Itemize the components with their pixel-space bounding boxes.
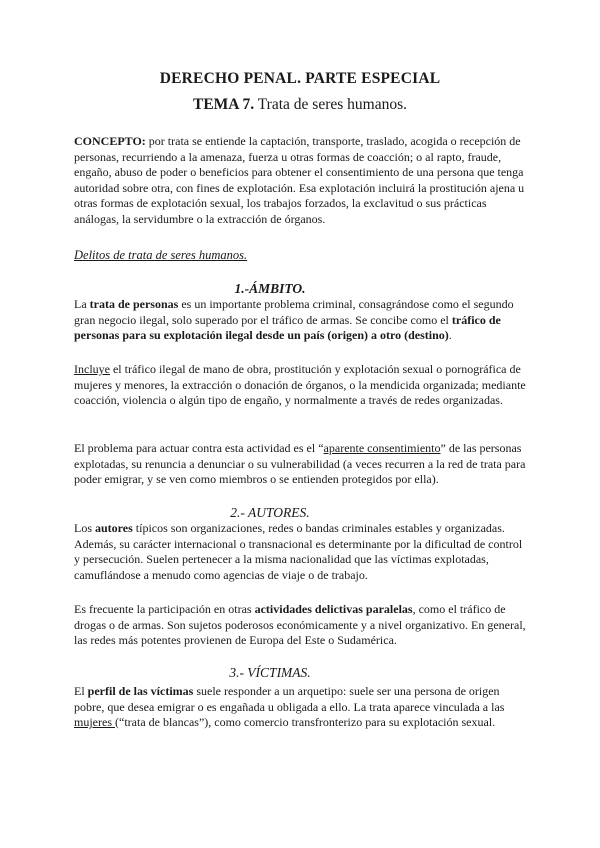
text-run: El: [74, 684, 88, 698]
text-run: .: [448, 328, 452, 343]
section-link: Delitos de trata de seres humanos.: [74, 248, 248, 262]
text-run: el tráfico ilegal de mano de obra, prostitución y explotación sexual o pornográfica de mujeres y menores, la extracción o donación de órganos, o la mendicida organizada; mediante coacción, violencia o algún tipo de engaño, y normalmente a través de redes organizadas.: [74, 362, 526, 408]
ambito-paragraph-3: [74, 441, 526, 488]
document-subtitle: [0, 96, 600, 114]
underlined-run: mujeres: [74, 715, 115, 730]
heading-autores: 2.- AUTORES.: [230, 505, 310, 520]
heading-victimas: 3.- VÍCTIMAS.: [229, 665, 311, 680]
subtitle-text: Trata de seres humanos.: [254, 96, 407, 113]
ambito-paragraph-2: [74, 362, 526, 409]
bold-run: trata de personas: [89, 297, 179, 311]
heading-ambito: 1.-ÁMBITO.: [234, 281, 306, 296]
document-title: DERECHO PENAL. PARTE ESPECIAL: [159, 70, 441, 87]
subtitle-label: TEMA 7.: [193, 96, 255, 113]
autores-paragraph-2: [74, 602, 526, 649]
text-run: es un importante problema criminal, consagrándose como el segundo gran negocio ilegal, solo superado por el tráfico de armas. Se concibe como el: [74, 297, 514, 327]
autores-paragraph-1: [74, 521, 526, 583]
bold-run: perfil de las víctimas: [87, 684, 194, 698]
text-run: Los: [74, 521, 95, 535]
text-run: Es frecuente la participación en otras: [74, 602, 255, 616]
concepto-label: CONCEPTO:: [74, 134, 146, 148]
text-run: (“trata de blancas”), como comercio transfronterizo para su explotación sexual.: [115, 715, 496, 730]
bold-run: autores: [95, 521, 133, 535]
ambito-paragraph-1: [74, 297, 526, 344]
underlined-run: aparente consentimiento: [323, 441, 441, 455]
victimas-paragraph-1: [74, 684, 526, 731]
text-run: suele responder a un arquetipo: suele ser una persona de origen pobre, que desea emigrar o es engañada u obligada a ello. La trata aparece vinculada a las: [74, 684, 505, 714]
concepto-text: por trata se entiende la captación, transporte, traslado, acogida o recepción de personas, recurriendo a la amenaza, fuerza u otras formas de coacción; o al rapto, fraude, engaño, abuso de poder o beneficios para obtener el consentimiento de una persona que tenga autoridad sobre otra, con fines de explotación. Esa explotación incluirá la prostitución ajena u otras formas de explotación sexual, los trabajos forzados, la exclavitud o sus prácticas análogas, la servidumbre o la extracción de órganos.: [74, 134, 525, 226]
concepto-paragraph: [74, 134, 526, 228]
text-run: , como el tráfico de drogas o de armas. Son sujetos poderosos económicamente y a nivel organizativo. En general, las redes más potentes provienen de Europa del Este o Sudamérica.: [74, 602, 526, 648]
text-run: El problema para actuar contra esta actividad es el “: [74, 441, 324, 455]
text-run: ” de las personas explotadas, su renuncia a denunciar o su vulnerabilidad (a veces recurren a la red de trata para poder emigrar, y se ven como miembros o se entienden protegidos por ella).: [74, 441, 526, 487]
bold-run: actividades delictivas paralelas: [254, 602, 413, 616]
bold-run: tráfico de personas para su explotación ilegal desde un país (origen) a otro (destino): [74, 312, 501, 343]
underlined-run: Incluye: [74, 362, 110, 376]
text-run: típicos son organizaciones, redes o bandas criminales estables y organizadas. Además, su carácter internacional o transnacional es determinante por la dificultad de control y persecución. Suelen pertenecer a la misma nacionalidad que las víctimas explotadas, camuflándose a menudo como agencias de viaje o de trabajo.: [74, 521, 523, 582]
text-run: La: [74, 297, 90, 311]
